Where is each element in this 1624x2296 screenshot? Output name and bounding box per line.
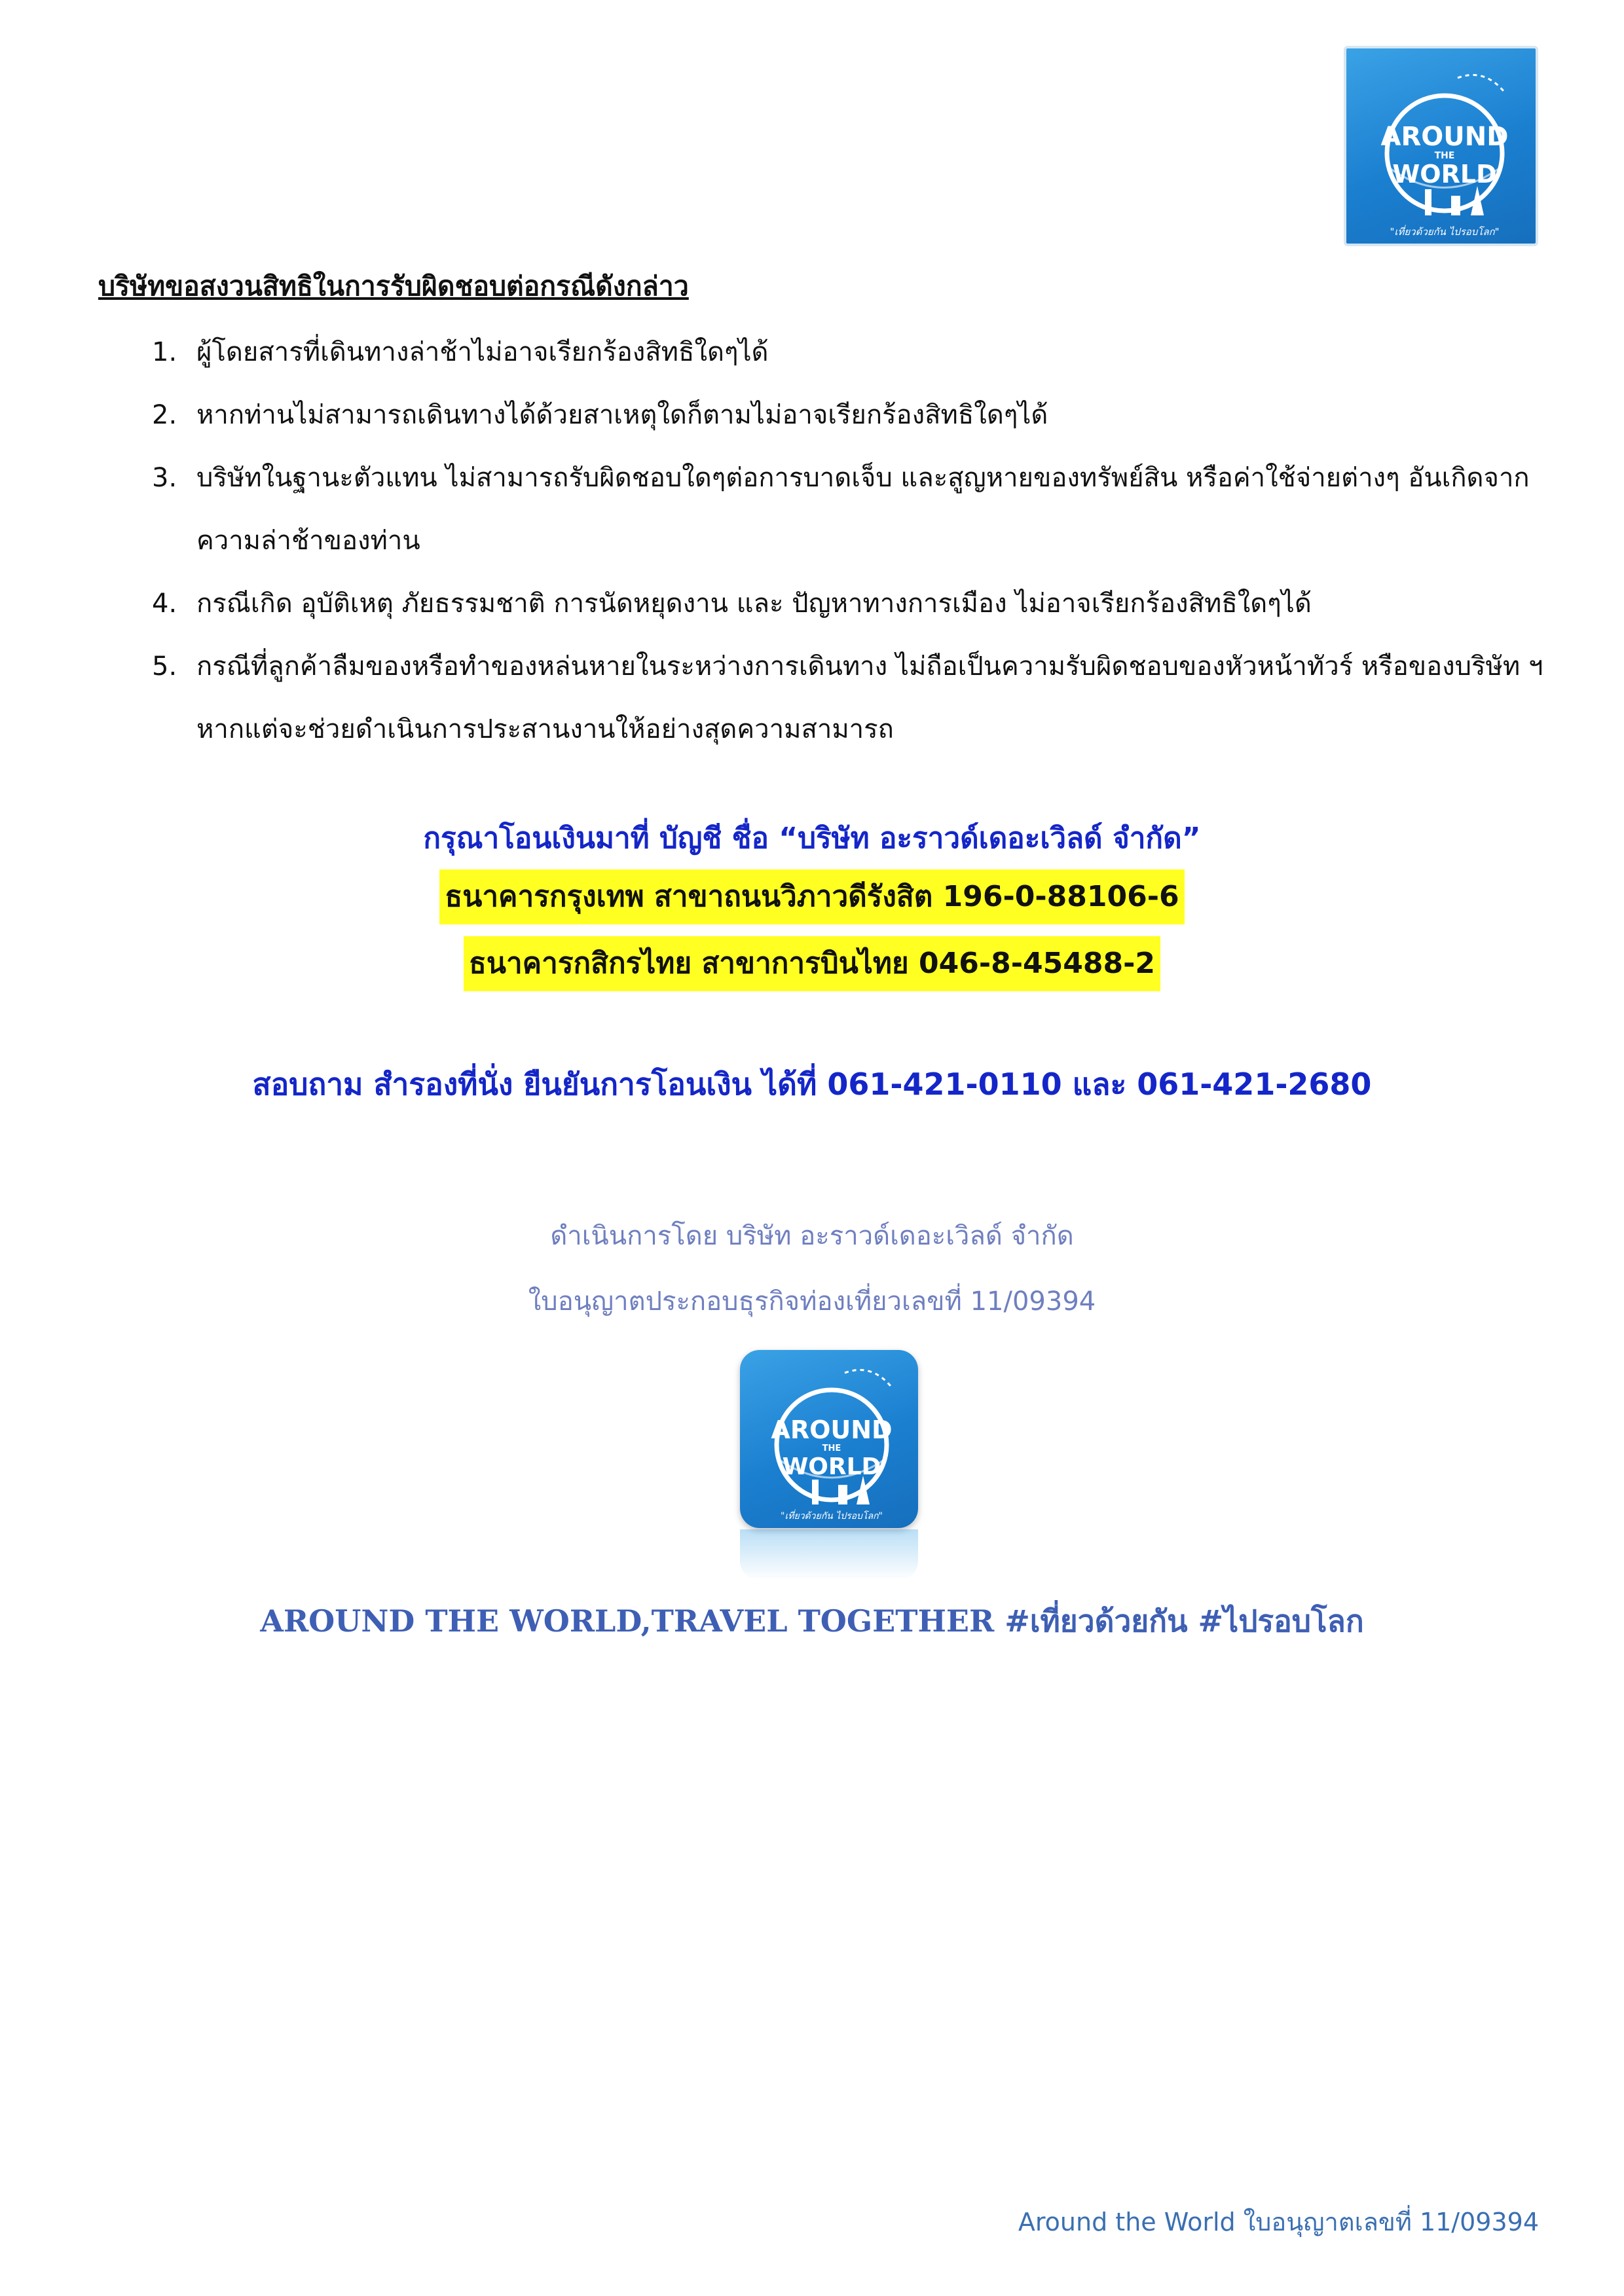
list-item [152,572,1547,635]
list-number: 1. [152,337,177,367]
list-text: ผู้โดยสารที่เดินทางล่าช้าไม่อาจเรียกร้องสิทธิใดๆได้ [196,337,769,367]
bank-account-bangkok [0,869,1624,924]
svg-text:"เที่ยวด้วยกัน ไปรอบโลก": "เที่ยวด้วยกัน ไปรอบโลก" [1390,226,1500,238]
list-item [152,321,1547,384]
svg-text:THE: THE [1434,151,1455,161]
conditions-heading: บริษัทขอสงวนสิทธิในการรับผิดชอบต่อกรณีดังกล่าว [98,270,689,302]
list-text: กรณีเกิด อุบัติเหตุ ภัยธรรมชาติ การนัดหยุดงาน และ ปัญหาทางการเมือง ไม่อาจเรียกร้องสิทธิใดๆได้ [196,589,1312,619]
contact-phones: สอบถาม สำรองที่นั่ง ยืนยันการโอนเงิน ได้ที่ 061-421-0110 และ 061-421-2680 [252,1066,1372,1102]
list-number: 2. [152,400,177,430]
svg-text:WORLD: WORLD [1392,160,1497,189]
transfer-instruction: กรุณาโอนเงินมาที่ บัญชี ชื่อ “บริษัท อะราวด์เดอะเวิลด์ จำกัด” [423,822,1201,855]
logo-reflection [740,1529,918,1580]
company-logo-center [740,1350,918,1528]
list-number: 3. [152,463,177,493]
conditions-list [152,321,1547,761]
svg-text:AROUND: AROUND [771,1415,893,1444]
svg-text:THE: THE [822,1444,841,1453]
list-number: 4. [152,589,177,619]
company-logo-top [1344,46,1538,246]
svg-text:WORLD: WORLD [782,1453,881,1480]
operated-by: ดำเนินการโดย บริษัท อะราวด์เดอะเวิลด์ จำกัด [550,1221,1074,1251]
globe-logo-icon [740,1350,918,1528]
bank-account-kasikorn [0,936,1624,991]
svg-text:"เที่ยวด้วยกัน ไปรอบโลก": "เที่ยวด้วยกัน ไปรอบโลก" [781,1511,883,1522]
license-number: ใบอนุญาตประกอบธุรกิจท่องเที่ยวเลขที่ 11/09394 [528,1286,1096,1317]
globe-logo-icon [1346,48,1536,244]
list-text: บริษัทในฐานะตัวแทน ไม่สามารถรับผิดชอบใดๆต่อการบาดเจ็บ และสูญหายของทรัพย์สิน หรือค่าใช้จ่ายต่างๆ อันเกิดจากความล่าช้าของท่าน [196,463,1530,556]
footer-license: Around the World ใบอนุญาตเลขที่ 11/09394 [1018,2208,1539,2236]
bank-line-2: ธนาคารกสิกรไทย สาขาการบินไทย 046-8-45488-2 [464,936,1160,991]
slogan: AROUND THE WORLD,TRAVEL TOGETHER #เที่ยวด้วยกัน #ไปรอบโลก [260,1603,1364,1639]
list-item [152,446,1547,572]
list-text: หากท่านไม่สามารถเดินทางได้ด้วยสาเหตุใดก็ตามไม่อาจเรียกร้องสิทธิใดๆได้ [196,400,1048,430]
list-item [152,384,1547,446]
bank-line-1: ธนาคารกรุงเทพ สาขาถนนวิภาวดีรังสิต 196-0-88106-6 [439,869,1184,924]
svg-text:AROUND: AROUND [1380,122,1509,152]
list-item [152,635,1547,761]
list-number: 5. [152,651,177,682]
list-text: กรณีที่ลูกค้าลืมของหรือทำของหล่นหายในระหว่างการเดินทาง ไม่ถือเป็นความรับผิดชอบของหัวหน้าทัวร์ หรือของบริษัท ฯ หากแต่จะช่วยดำเนินการประสานงานให้อย่างสุดความสามารถ [196,651,1543,744]
